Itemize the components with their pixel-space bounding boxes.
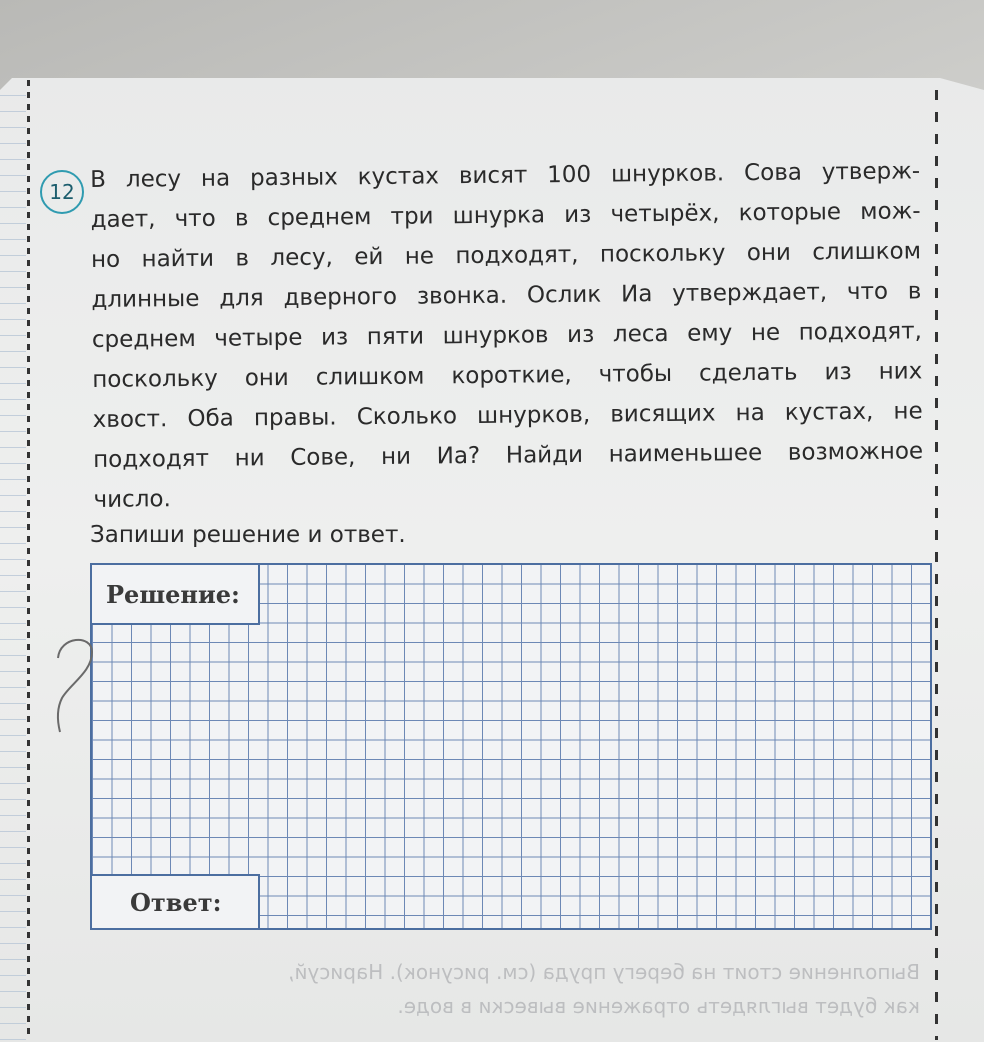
task-line: хвост. Оба правы. Сколько шнурков, висящих на кустах, не bbox=[92, 398, 923, 433]
answer-grid[interactable] bbox=[90, 563, 932, 930]
answer-label: Ответ: bbox=[92, 874, 260, 928]
task-line: длинные для дверного звонка. Ослик Иа утверждает, что в bbox=[91, 278, 922, 313]
task-line: число. bbox=[93, 486, 171, 513]
task-line: В лесу на разных кустах висят 100 шнурков. Сова утверж- bbox=[90, 158, 921, 193]
left-cut-line bbox=[27, 80, 30, 1040]
task-text bbox=[90, 151, 924, 520]
task-line: но найти в лесу, ей не подходят, поскольку они слишком bbox=[90, 238, 922, 273]
show-through-line: Выполнение стоит на берегу пруда (см. рисунок). Нарисуй, bbox=[288, 960, 920, 984]
task-line: подходят ни Сове, ни Иа? Найди наименьшее возможное bbox=[93, 438, 924, 473]
show-through-text bbox=[60, 955, 920, 1023]
instruction-text: Запиши решение и ответ. bbox=[90, 522, 406, 548]
previous-page-grid bbox=[0, 80, 26, 1042]
right-cut-line bbox=[935, 90, 938, 1040]
task-line: среднем четыре из пяти шнурков из леса ему не подходят, bbox=[91, 318, 922, 353]
show-through-line: как будет выглядеть отражение вывески в воде. bbox=[397, 994, 920, 1018]
task-line: поскольку они слишком короткие, чтобы сделать из них bbox=[92, 358, 923, 393]
solution-label: Решение: bbox=[92, 565, 260, 625]
task-number-badge: 12 bbox=[40, 170, 84, 214]
task-line: дает, что в среднем три шнурка из четырёх, которые мож- bbox=[90, 198, 921, 233]
pencil-mark-icon bbox=[40, 628, 100, 738]
